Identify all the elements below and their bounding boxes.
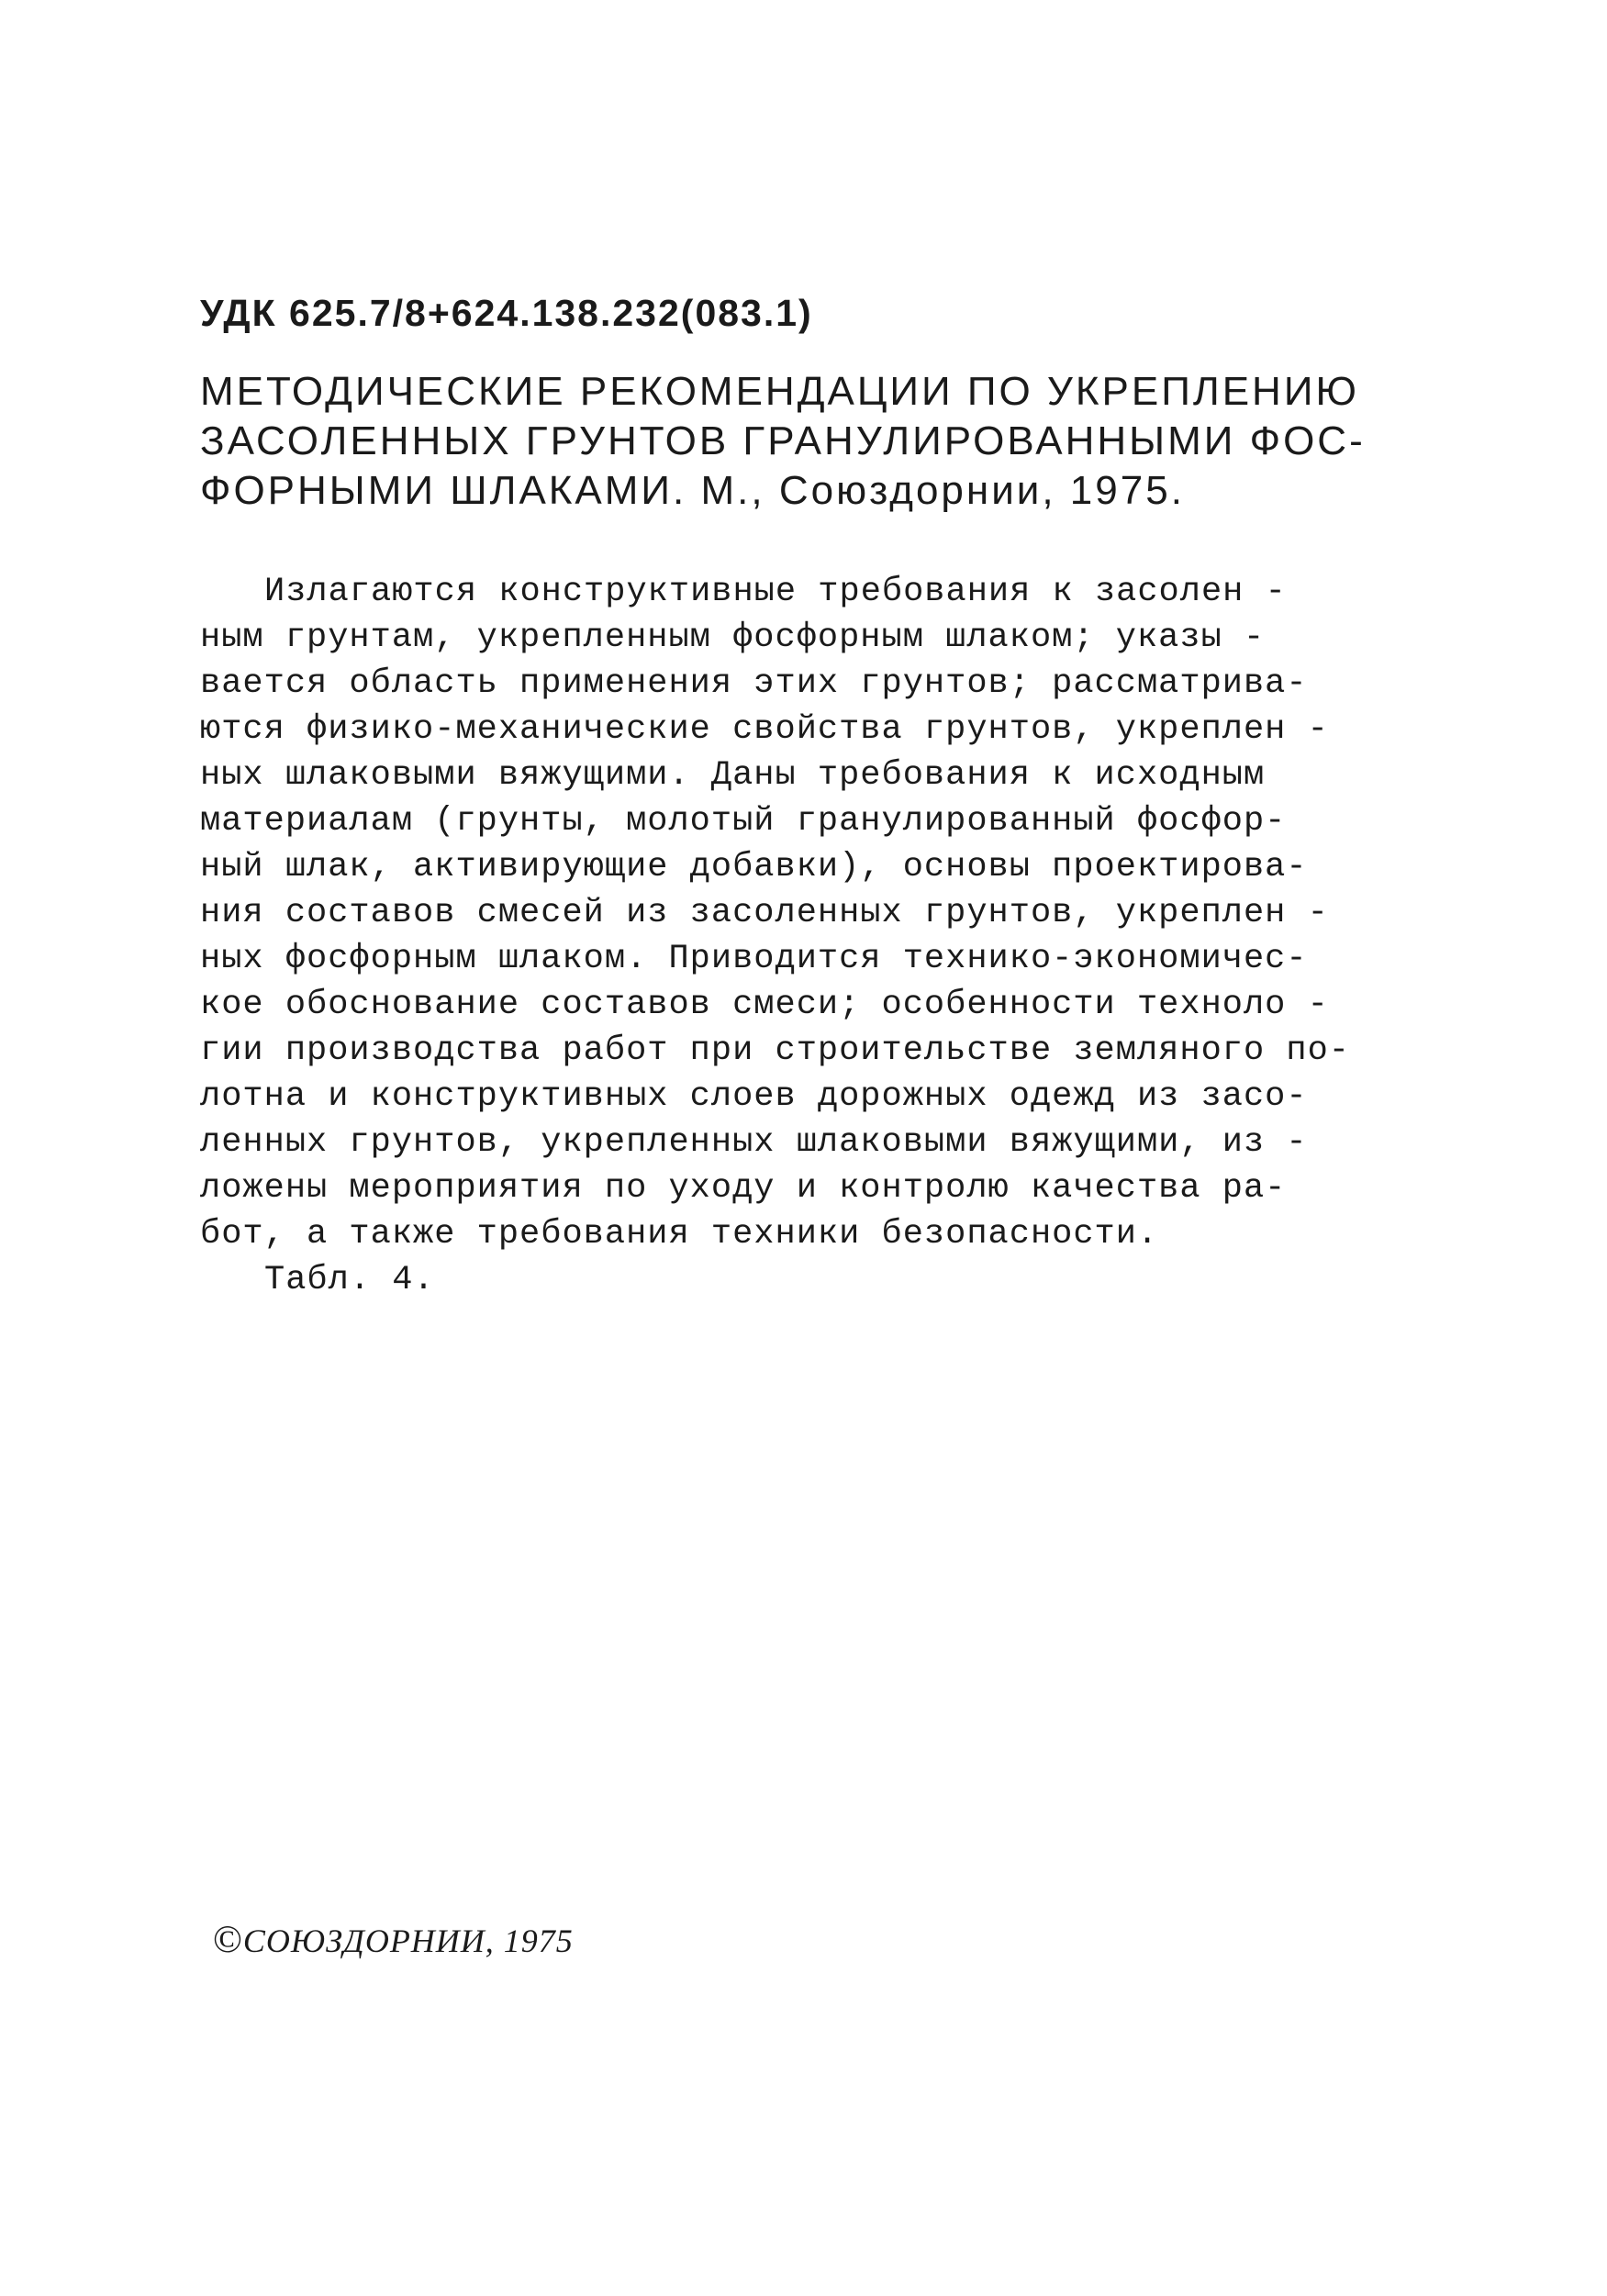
abstract-line: ленных грунтов, укрепленных шлаковыми вяжущими, из - (200, 1123, 1308, 1162)
copyright-icon: © (213, 1919, 243, 1961)
abstract-line: Излагаются конструктивные требования к засолен - (264, 573, 1287, 611)
abstract (200, 569, 1430, 1303)
abstract-line: ных фосфорным шлаком. Приводится технико-экономичес- (200, 940, 1308, 978)
title-line-3: ФОРНЫМИ ШЛАКАМИ. М., Союздорнии, 1975. (200, 468, 1185, 513)
abstract-line: ный шлак, активирующие добавки), основы проектирова- (200, 848, 1308, 886)
abstract-line: ных шлаковыми вяжущими. Даны требования к исходным (200, 756, 1266, 795)
abstract-line: лотна и конструктивных слоев дорожных одежд из засо- (200, 1077, 1308, 1116)
title-line-2: ЗАСОЛЕННЫХ ГРУНТОВ ГРАНУЛИРОВАННЫМИ ФОС- (200, 418, 1366, 463)
abstract-line: кое обоснование составов смеси; особенности техноло - (200, 986, 1329, 1024)
copyright-notice (213, 1918, 574, 1962)
tables-count: Табл. 4. (264, 1261, 435, 1299)
abstract-line: ются физико-механические свойства грунтов, укреплен - (200, 710, 1329, 749)
title-line-1: МЕТОДИЧЕСКИЕ РЕКОМЕНДАЦИИ ПО УКРЕПЛЕНИЮ (200, 369, 1359, 414)
abstract-line: ным грунтам, укрепленным фосфорным шлаком; указы - (200, 619, 1266, 657)
abstract-line: ния составов смесей из засоленных грунтов, укреплен - (200, 894, 1329, 932)
abstract-line: вается область применения этих грунтов; рассматрива- (200, 664, 1308, 703)
udc-code: УДК 625.7/8+624.138.232(083.1) (200, 292, 813, 334)
abstract-line: бот, а также требования техники безопасности. (200, 1215, 1159, 1254)
abstract-line: материалам (грунты, молотый гранулированный фосфор- (200, 802, 1287, 841)
copyright-text: СОЮЗДОРНИИ, 1975 (242, 1923, 574, 1959)
abstract-line: ложены мероприятия по уходу и контролю качества ра- (200, 1169, 1287, 1208)
abstract-line: гии производства работ при строительстве земляного по- (200, 1031, 1350, 1070)
document-title (200, 367, 1412, 516)
